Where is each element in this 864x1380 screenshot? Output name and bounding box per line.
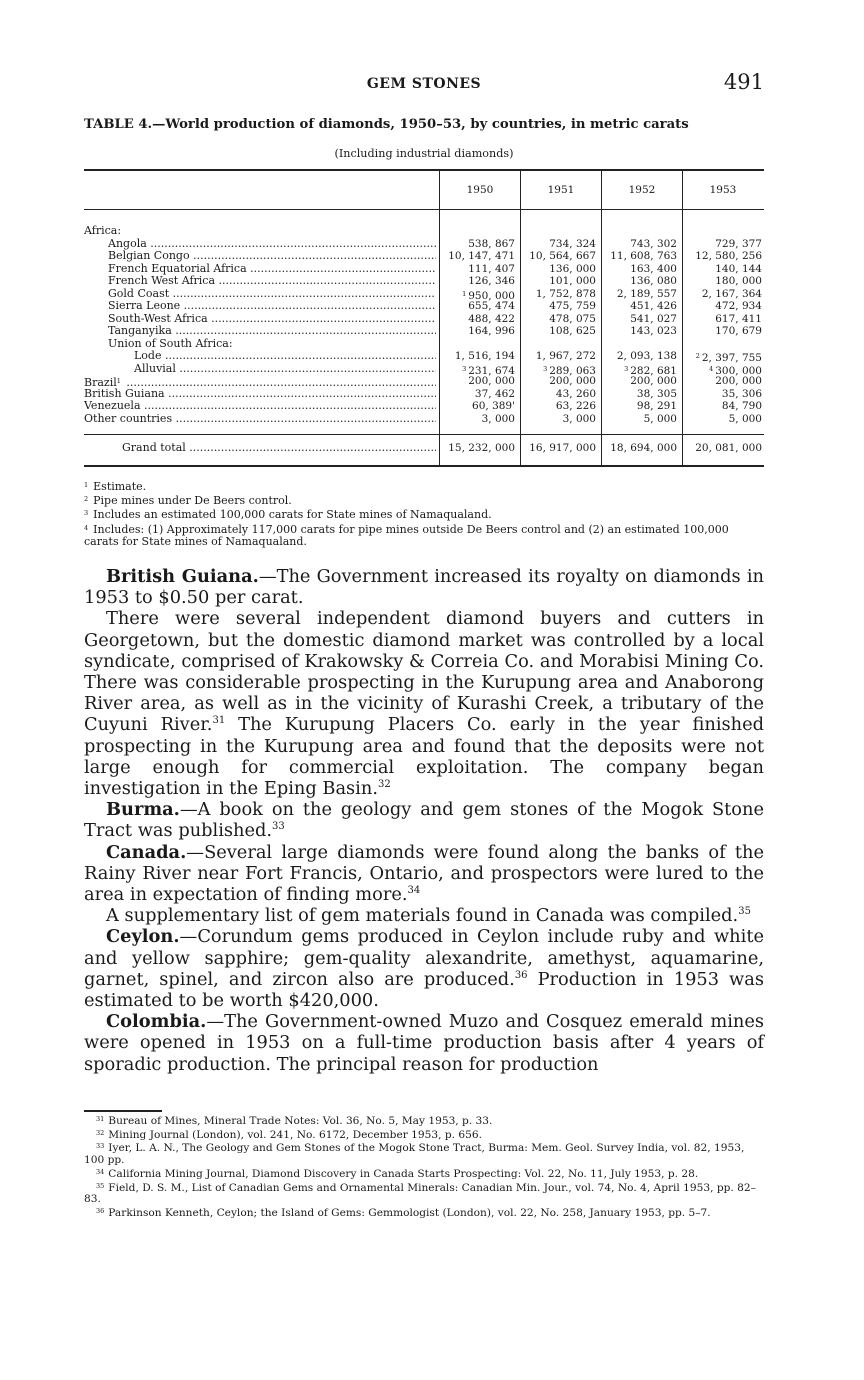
total-row	[84, 442, 764, 455]
value-1953: 140, 144	[715, 262, 762, 275]
footnote-text: Bureau of Mines, Mineral Trade Notes: Vol. 36, No. 5, May 1953, p. 33.	[108, 1115, 493, 1127]
paragraph-text: —The Government increased its royalty on diamonds in 1953 to $0.50 per carat.	[84, 566, 764, 609]
row-label: Lode .....	[134, 350, 436, 363]
table-footnote	[84, 493, 764, 507]
table-row	[84, 300, 764, 313]
value-1951: 63, 226	[555, 400, 596, 412]
row-label: South-West Africa .....	[108, 313, 436, 326]
page-footnote	[84, 1181, 764, 1206]
page-footnotes	[84, 1114, 764, 1220]
paragraph-text: —Several large diamonds were found along the banks of the Rainy River near Fort Francis, Ontario, and prospectors were lured to the area in expectation of finding more.	[84, 841, 764, 906]
table-row	[84, 250, 764, 263]
value-text: 231, 674	[468, 364, 515, 377]
value-1952: 2, 189, 557	[616, 287, 677, 300]
value-1952: 541, 027	[630, 312, 677, 325]
table-row	[84, 313, 764, 326]
footnote-text: Estimate.	[93, 480, 147, 493]
footnote-ref: 35	[738, 906, 751, 918]
table-row	[84, 388, 764, 401]
value-1953: 84, 790	[721, 400, 762, 412]
row-label: Alluvial .....	[134, 363, 436, 376]
row-label: British Guiana .....	[84, 388, 436, 401]
value-1950: 37, 462	[474, 387, 515, 400]
value-1952: 743, 302	[630, 237, 677, 250]
value-1952: 451, 426	[630, 300, 677, 312]
group-label: Africa:	[84, 225, 122, 237]
footnote-text: Field, D. S. M., List of Canadian Gems and Ornamental Minerals: Canadian Min. Jour., vol. 74, No. 4, April 1953, pp. 82–83.	[84, 1181, 756, 1206]
table-footnote	[84, 479, 764, 493]
value-text: 289, 063	[549, 364, 596, 377]
value-1951: 136, 000	[549, 262, 596, 275]
value-1950: 3, 000	[481, 412, 515, 425]
footnote-text: Mining Journal (London), vol. 241, No. 6172, December 1953, p. 656.	[108, 1128, 482, 1141]
table-row	[84, 400, 764, 413]
value-1951: 734, 324	[549, 237, 596, 250]
paragraph-text: —Corundum gems produced in Ceylon include ruby and white and yellow sapphire; gem-quality alexandrite, amethyst, aquamarine, garnet, spinel, and zircon also are produced.	[84, 926, 764, 990]
footnote-ref: 31	[212, 715, 226, 727]
footnote-mark: 34	[96, 1167, 105, 1176]
table-total-rule	[84, 434, 764, 435]
value-text: 282, 681	[630, 364, 677, 377]
value-1951: 1, 752, 878	[535, 287, 596, 300]
footnote-mark: 35	[96, 1181, 105, 1190]
footnote-mark: 1	[116, 377, 121, 385]
value-text: 2, 397, 755	[701, 352, 762, 364]
value-1953: 12, 580, 256	[695, 250, 762, 262]
row-label: Other countries .....	[84, 413, 436, 426]
value-1951: 108, 625	[549, 325, 596, 337]
footnote-mark: 3	[462, 364, 467, 373]
value-1953: 729, 377	[715, 237, 762, 250]
value-1952: 11, 608, 763	[610, 250, 677, 262]
row-label-text: Brazil	[84, 376, 117, 389]
value-1952: 38, 305	[636, 387, 677, 400]
value-1950: 164, 996	[468, 325, 515, 337]
row-label: Venezuela .....	[84, 400, 436, 413]
footnote-mark: 4	[709, 364, 714, 373]
page-number: 491	[723, 70, 764, 94]
value-1950: 126, 346	[468, 275, 515, 287]
value-1953: 200, 000	[715, 375, 762, 387]
total-1952: 18, 694, 000	[610, 442, 677, 454]
body-text	[84, 566, 764, 1075]
table-footnote	[84, 507, 764, 521]
value-1952: 98, 291	[636, 400, 677, 412]
group-header-africa	[84, 225, 764, 238]
value-1951: 200, 000	[549, 375, 596, 387]
footnote-text: Includes an estimated 100,000 carats for State mines of Namaqualand.	[93, 508, 492, 522]
running-head	[84, 70, 764, 100]
row-label: French Equatorial Africa .....	[108, 263, 436, 276]
value-1951: 10, 564, 667	[529, 250, 596, 262]
section-lead: Canada.	[106, 841, 187, 863]
value-1953: 5, 000	[728, 412, 762, 425]
section-lead: Burma.	[106, 799, 180, 821]
paragraph-georgetown	[84, 608, 764, 799]
paragraph-text: There were several independent diamond buyers and cutters in Georgetown, but the domestic diamond market was controlled by a local syndicate, comprised of Krakowsky & Correia Co. and Morabisi Mining Co. There was considerable prospecting in the Kurupung area and Anaborong River area, as well as in the vicinity of Kurashi Creek, a tributary of the Cuyuni River.	[84, 608, 764, 736]
footnote-mark: 36	[96, 1206, 105, 1215]
total-1953: 20, 081, 000	[695, 442, 762, 454]
row-label: Sierra Leone .....	[108, 300, 436, 313]
value-1951: 3, 000	[562, 412, 596, 425]
column-header-1951: 1951	[547, 184, 575, 196]
value-1950: 488, 422	[468, 312, 515, 325]
table-subtitle: (Including industrial diamonds)	[334, 147, 514, 160]
footnote-mark: 3	[543, 364, 548, 373]
footnote-mark: 33	[96, 1142, 105, 1151]
value-1950: 200, 000	[468, 375, 515, 387]
footnote-text: California Mining Journal, Diamond Discovery in Canada Starts Prospecting: Vol. 22, No. 11, July 1953, p. 28.	[108, 1167, 699, 1180]
footnote-ref: 34	[407, 885, 421, 897]
value-1952: 143, 023	[630, 325, 677, 337]
table-row	[84, 350, 764, 363]
section-lead: Colombia.	[106, 1011, 207, 1033]
section-lead: Ceylon.	[106, 926, 180, 948]
footnote-mark: 4	[84, 523, 89, 532]
column-header-1950: 1950	[466, 184, 494, 196]
row-label: Belgian Congo .....	[108, 250, 436, 263]
value-1951: 475, 759	[549, 300, 596, 312]
table-row	[84, 363, 764, 376]
value-1953: 35, 306	[721, 387, 762, 400]
paragraph-text: A supplementary list of gem materials found in Canada was compiled.	[106, 905, 739, 927]
footnote-text: Parkinson Kenneth, Ceylon; the Island of Gems: Gemmologist (London), vol. 22, No. 258, January 1953, pp. 5–7.	[108, 1206, 711, 1219]
value-1950: 1, 516, 194	[454, 350, 515, 362]
value-1951: 1, 967, 272	[535, 350, 596, 362]
table-row	[84, 413, 764, 426]
footnote-mark: 1	[84, 481, 89, 489]
footnote-text: Pipe mines under De Beers control.	[93, 494, 292, 508]
value-1953: 180, 000	[715, 275, 762, 287]
paragraph-burma	[84, 799, 764, 841]
table-footnote	[84, 522, 764, 548]
value-1951: 43, 260	[555, 387, 596, 400]
column-header-1953: 1953	[709, 184, 737, 196]
footnote-mark: 3	[84, 509, 89, 518]
paragraph-text: —The Government-owned Muzo and Cosquez emerald mines were opened in 1953 on a full-time production basis after 4 years of sporadic production. The principal reason for production	[84, 1011, 764, 1075]
group-label: Union of South Africa:	[108, 337, 233, 350]
value-1950: 10, 147, 471	[448, 250, 515, 262]
footnote-ref: 36	[514, 969, 528, 981]
table-row	[84, 325, 764, 338]
table-row	[84, 275, 764, 288]
table-top-rule	[84, 169, 764, 171]
value-1950: 538, 867	[468, 237, 515, 250]
paragraph-text: Production in 1953 was estimated to be worth $420,000.	[84, 968, 765, 1012]
footnote-text: Iyer, L. A. N., The Geology and Gem Stones of the Mogok Stone Tract, Burma: Mem. Geol. Survey India, vol. 82, 1953, 100 pp.	[84, 1142, 745, 1167]
footnote-mark: 3	[624, 364, 629, 373]
value-1952: 200, 000	[630, 375, 677, 387]
footnote-mark: 1	[462, 289, 467, 298]
footnote-mark: 32	[96, 1128, 105, 1137]
table-bottom-rule	[84, 465, 764, 467]
row-label: Grand total .....	[122, 442, 436, 455]
page-footnote	[84, 1167, 764, 1181]
value-1952: 136, 080	[630, 275, 677, 287]
value-1951: 101, 000	[549, 275, 596, 287]
paragraph-colombia	[84, 1011, 764, 1075]
footnote-mark: 31	[96, 1115, 105, 1123]
section-lead: British Guiana.	[106, 566, 259, 587]
paragraph-canada-list	[84, 905, 764, 926]
value-text: 950, 000	[468, 289, 515, 302]
footnote-text: Includes: (1) Approximately 117,000 carats for pipe mines outside De Beers control and (2) an estimated 100,000 carats for State mines of Namaqualand.	[84, 522, 729, 548]
total-1951: 16, 917, 000	[529, 442, 596, 454]
page-footnote	[84, 1128, 764, 1142]
paragraph-british-guiana	[84, 566, 764, 608]
page-footnote	[84, 1114, 764, 1128]
row-label: Gold Coast .....	[108, 288, 436, 301]
value-text: 300, 000	[715, 364, 762, 377]
diamond-production-table	[84, 169, 764, 467]
value-1952: 5, 000	[643, 412, 677, 425]
table-row	[84, 263, 764, 276]
table-title: TABLE 4.—World production of diamonds, 1950–53, by countries, in metric carats	[84, 117, 689, 132]
value-1953: 472, 934	[715, 300, 762, 312]
paragraph-ceylon	[84, 926, 764, 1011]
row-label: Tanganyika .....	[108, 325, 436, 338]
value-1953: 617, 411	[715, 312, 762, 325]
value-1951: 478, 075	[549, 312, 596, 325]
column-header-1952: 1952	[628, 184, 656, 196]
footnote-ref: 32	[377, 779, 391, 791]
footnote-mark: 2	[84, 495, 89, 504]
footnote-mark: 2	[695, 352, 700, 360]
value-1953: 170, 679	[715, 325, 762, 337]
running-title: GEM STONES	[366, 76, 482, 92]
value-1953: 2, 167, 364	[701, 287, 762, 300]
table-header-rule	[84, 209, 764, 210]
value-1952: 2, 093, 138	[616, 350, 677, 362]
page-footnote	[84, 1206, 764, 1220]
footnote-ref: 33	[272, 821, 285, 833]
row-label: French West Africa .....	[108, 275, 436, 288]
table-row	[84, 375, 764, 388]
value-1950: 111, 407	[468, 262, 515, 275]
value-1950: 655, 474	[468, 300, 515, 312]
value-1950: 60, 389'	[472, 400, 515, 412]
total-1950: 15, 232, 000	[448, 442, 515, 454]
value-1952: 163, 400	[630, 262, 677, 275]
table-row	[84, 288, 764, 301]
paragraph-text: The Kurupung Placers Co. early in the year finished prospecting in the Kurupung area and found that the deposits were not large enough for commercial exploitation. The company began investigation in the Eping Basin.	[84, 714, 764, 800]
table-row	[84, 238, 764, 251]
paragraph-text: —A book on the geology and gem stones of the Mogok Stone Tract was published.	[84, 799, 764, 842]
footnote-separator	[84, 1110, 162, 1112]
paragraph-canada	[84, 842, 764, 906]
page-footnote	[84, 1141, 764, 1166]
row-label: Angola .....	[108, 238, 436, 251]
table-footnotes	[84, 479, 764, 548]
group-header-south-africa	[84, 338, 764, 351]
